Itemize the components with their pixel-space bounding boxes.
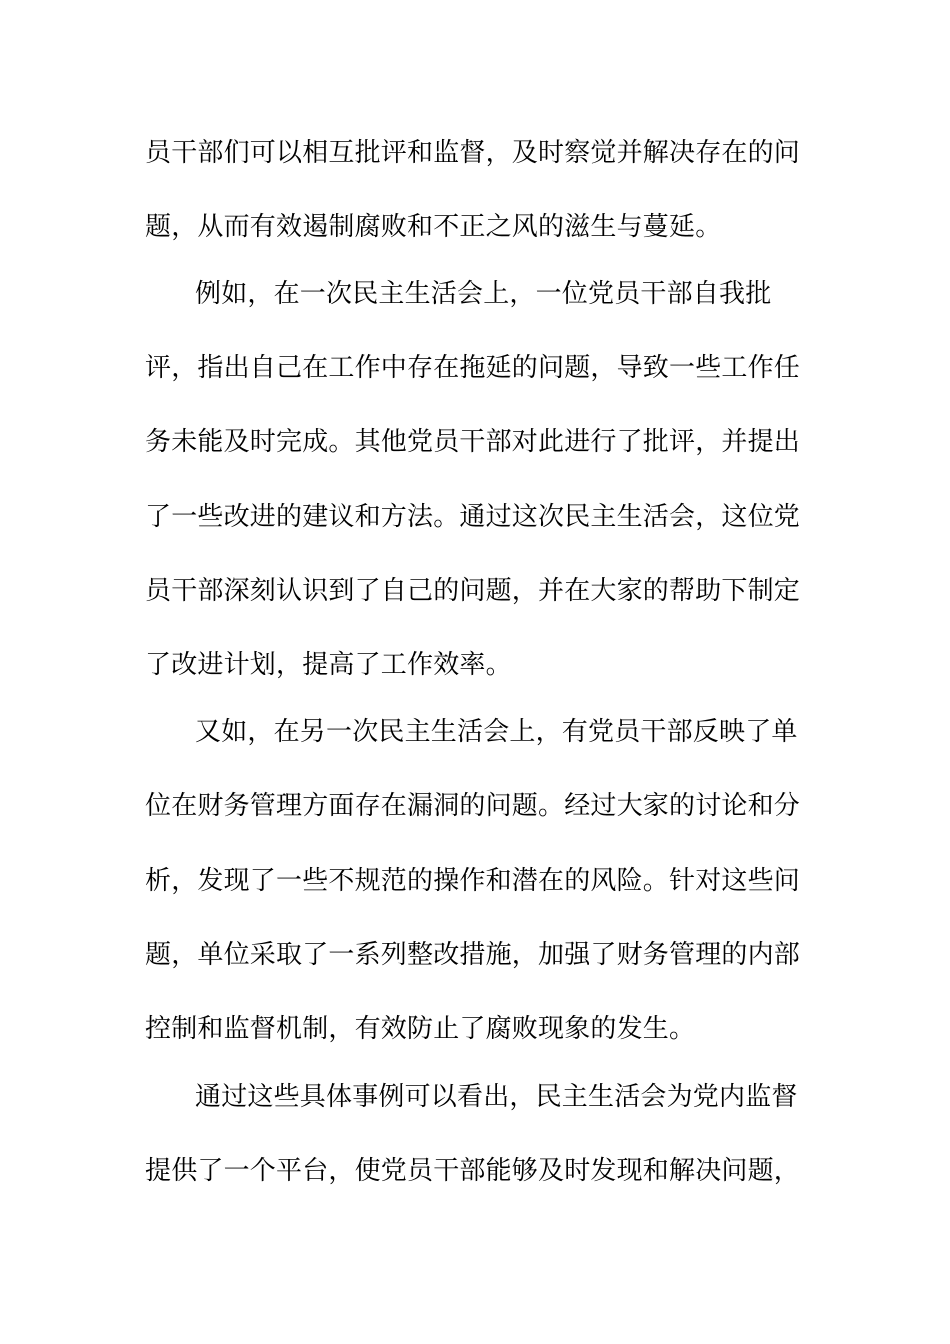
text-line: 位在财务管理方面存在漏洞的问题。经过大家的讨论和分 [145, 791, 801, 821]
text-line: 析，发现了一些不规范的操作和潜在的风险。针对这些问 [145, 866, 801, 896]
paragraph-start-line: 通过这些具体事例可以看出，民主生活会为党内监督 [195, 1082, 798, 1112]
text-line: 提供了一个平台，使党员干部能够及时发现和解决问题， [145, 1156, 801, 1186]
text-line: 了改进计划，提高了工作效率。 [145, 650, 512, 680]
text-line: 了一些改进的建议和方法。通过这次民主生活会，这位党 [145, 502, 801, 532]
text-line: 题，从而有效遏制腐败和不正之风的滋生与蔓延。 [145, 212, 722, 242]
text-line: 题，单位采取了一系列整改措施，加强了财务管理的内部 [145, 940, 801, 970]
text-line: 务未能及时完成。其他党员干部对此进行了批评，并提出 [145, 427, 801, 457]
text-line: 员干部深刻认识到了自己的问题，并在大家的帮助下制定 [145, 576, 801, 606]
text-line: 员干部们可以相互批评和监督，及时察觉并解决存在的问 [145, 138, 801, 168]
text-line: 控制和监督机制，有效防止了腐败现象的发生。 [145, 1014, 696, 1044]
paragraph-start-line: 又如，在另一次民主生活会上，有党员干部反映了单 [195, 717, 798, 747]
paragraph-start-line: 例如，在一次民主生活会上，一位党员干部自我批 [195, 279, 772, 309]
text-line: 评，指出自己在工作中存在拖延的问题，导致一些工作任 [145, 353, 801, 383]
